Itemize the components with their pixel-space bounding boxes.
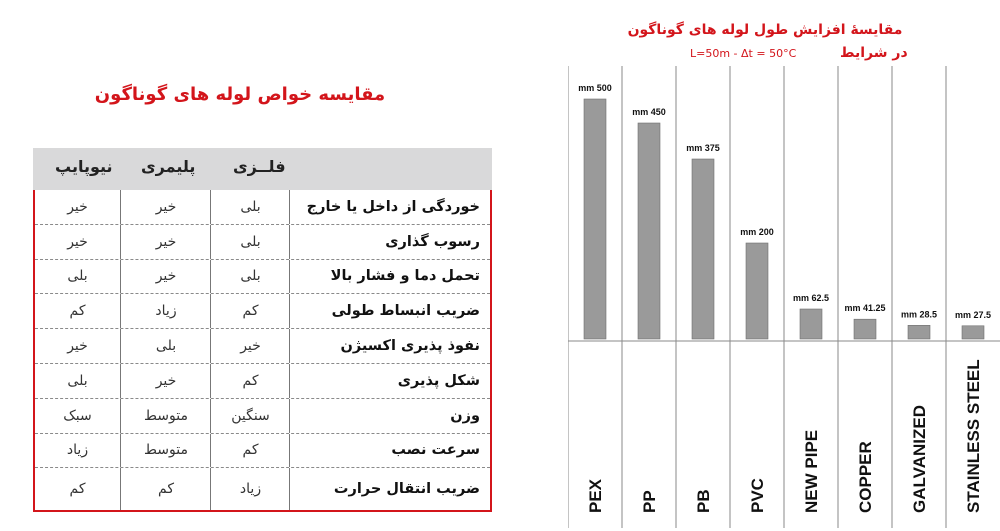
cell-niopipe: کم [69, 303, 86, 320]
table-header [33, 148, 492, 190]
category-label: PB [694, 489, 713, 513]
table-title: مقایسه خواص لوله های گوناگون [94, 84, 386, 105]
bar-pb [692, 159, 714, 339]
cell-polymeri: زیاد [120, 294, 211, 328]
bar-pvc [746, 243, 768, 339]
value-label: mm 200 [740, 227, 774, 237]
bar-pex [584, 99, 606, 339]
cell-niopipe: سبک [63, 407, 92, 424]
value-label: mm 62.5 [792, 293, 830, 303]
cell-polymeri: خیر [120, 190, 211, 224]
cell-felezi: سنگین [210, 399, 290, 433]
cell-felezi: کم [210, 434, 290, 468]
cell-felezi: بلی [210, 260, 290, 294]
chart-conditions: L=50m - Δt = 50°C [690, 47, 797, 60]
cell-property: تحمل دما و فشار بالا [289, 260, 492, 294]
table-row [35, 225, 490, 260]
table-row [35, 468, 490, 510]
cell-polymeri: بلی [120, 329, 211, 363]
table-body [33, 190, 492, 512]
cell-polymeri: کم [120, 468, 211, 510]
cell-polymeri: متوسط [120, 434, 211, 468]
header-polymeri: پلیمری [141, 157, 196, 176]
table-row [35, 190, 490, 225]
value-label: mm 41.25 [844, 303, 886, 314]
header-felezi: فلــزی [233, 157, 286, 176]
table-row [35, 364, 490, 399]
chart-title: مقایسهٔ افزایش طول لوله های گوناگون [627, 22, 903, 38]
bar-copper [854, 319, 876, 339]
category-label: PP [640, 490, 659, 513]
cell-felezi: خیر [210, 329, 290, 363]
comparison-table [33, 148, 492, 512]
cell-property: سرعت نصب [289, 434, 492, 468]
table-row [35, 294, 490, 329]
cell-niopipe: بلی [67, 372, 88, 389]
cell-property: شکل پذیری [289, 364, 492, 398]
table-row [35, 260, 490, 295]
table-row [35, 434, 490, 469]
cell-felezi: زیاد [210, 468, 290, 510]
cell-niopipe: خیر [67, 338, 88, 355]
cell-property: وزن [289, 399, 492, 433]
bar-pp [638, 123, 660, 339]
cell-polymeri: خیر [120, 364, 211, 398]
cell-niopipe: خیر [67, 198, 88, 215]
cell-felezi: کم [210, 364, 290, 398]
cell-property: نفوذ پذیری اکسیژن [289, 329, 492, 363]
cell-niopipe: کم [69, 481, 86, 498]
category-label: COPPER [856, 441, 875, 513]
value-label: mm 375 [686, 143, 720, 153]
cell-polymeri: متوسط [120, 399, 211, 433]
category-label: PEX [586, 478, 605, 513]
value-label: mm 450 [632, 107, 666, 117]
category-label: GALVANIZED [910, 405, 929, 513]
cell-niopipe: خیر [67, 233, 88, 250]
value-label: mm 500 [578, 83, 612, 93]
table-row [35, 399, 490, 434]
cell-property: خوردگی از داخل یا خارج [289, 190, 492, 224]
cell-felezi: بلی [210, 190, 290, 224]
value-label: mm 28.5 [900, 309, 938, 320]
bar-stainless-steel [962, 326, 984, 339]
cell-felezi: کم [210, 294, 290, 328]
cell-niopipe: بلی [67, 268, 88, 285]
cell-property: ضریب انبساط طولی [289, 294, 492, 328]
cell-niopipe: زیاد [66, 442, 89, 459]
category-label: PVC [748, 478, 767, 513]
bar-new-pipe [800, 309, 822, 339]
cell-polymeri: خیر [120, 260, 211, 294]
bar-galvanized [908, 325, 930, 339]
value-label: mm 27.5 [954, 309, 992, 320]
cell-property: ضریب انتقال حرارت [289, 468, 492, 510]
category-label: NEW PIPE [802, 429, 821, 513]
header-niopipe: نیوپایپ [55, 157, 113, 176]
cell-property: رسوب گذاری [289, 225, 492, 259]
category-label: STAINLESS STEEL [964, 359, 983, 513]
expansion-bar-chart [568, 66, 1000, 528]
cell-polymeri: خیر [120, 225, 211, 259]
cell-felezi: بلی [210, 225, 290, 259]
chart-subtitle: در شرایط [840, 45, 908, 61]
table-row [35, 329, 490, 364]
